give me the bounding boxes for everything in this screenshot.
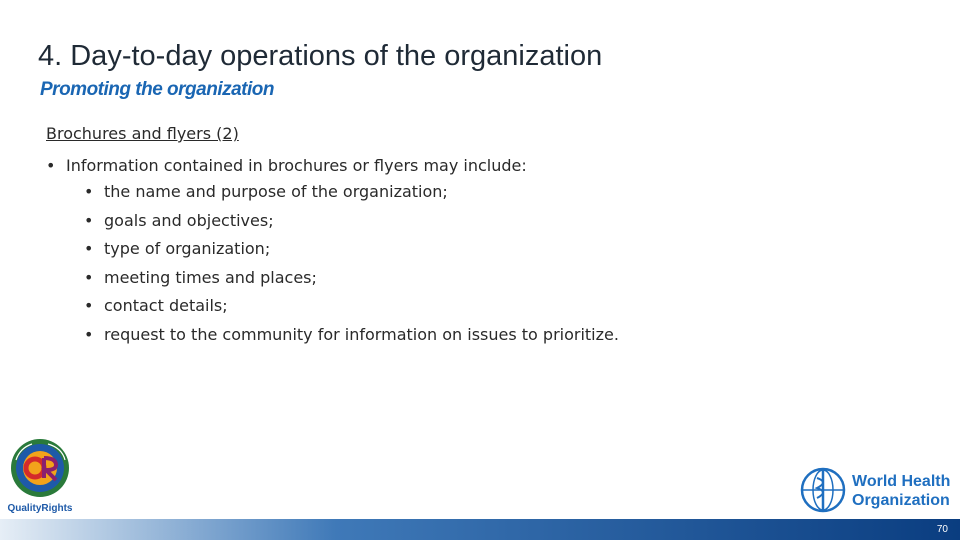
section-heading: Brochures and flyers (2) (46, 124, 239, 143)
intro-bullet-text: Information contained in brochures or flyers may include: (66, 156, 527, 175)
list-item (84, 178, 619, 207)
quality-rights-emblem-icon (6, 438, 74, 514)
who-line-2: Organization (852, 492, 950, 509)
bullet-icon: • (46, 156, 56, 175)
list-item (84, 264, 619, 293)
list-item (84, 292, 619, 321)
bullet-icon: • (84, 210, 94, 230)
page-number: 70 (936, 524, 948, 535)
bullet-icon: • (84, 296, 94, 315)
slide-content (46, 123, 619, 349)
list-item (84, 235, 619, 264)
who-logo (800, 464, 955, 514)
list-item-text: type of organization; (104, 239, 271, 258)
bullet-icon: • (84, 182, 94, 201)
quality-rights-label: QualityRights (7, 503, 73, 514)
bullet-icon: • (84, 239, 94, 258)
bullet-icon: • (84, 267, 94, 287)
sub-bullet-list (46, 178, 619, 349)
who-line-1: World Health (852, 473, 951, 490)
intro-bullet (46, 153, 619, 178)
list-item (84, 321, 619, 350)
who-emblem-icon (800, 464, 955, 514)
list-item-text: contact details; (104, 296, 228, 315)
bullet-icon: • (84, 324, 94, 344)
list-item-text: the name and purpose of the organization; (104, 182, 448, 201)
slide-subtitle: Promoting the organization (40, 79, 274, 100)
quality-rights-logo (6, 438, 74, 514)
list-item-text: goals and objectives; (104, 210, 274, 230)
footer-bar (0, 519, 960, 540)
list-item-text: request to the community for information on issues to prioritize. (104, 324, 619, 344)
list-item-text: meeting times and places; (104, 267, 317, 287)
slide-title: 4. Day-to-day operations of the organization (38, 40, 603, 72)
list-item (84, 207, 619, 236)
